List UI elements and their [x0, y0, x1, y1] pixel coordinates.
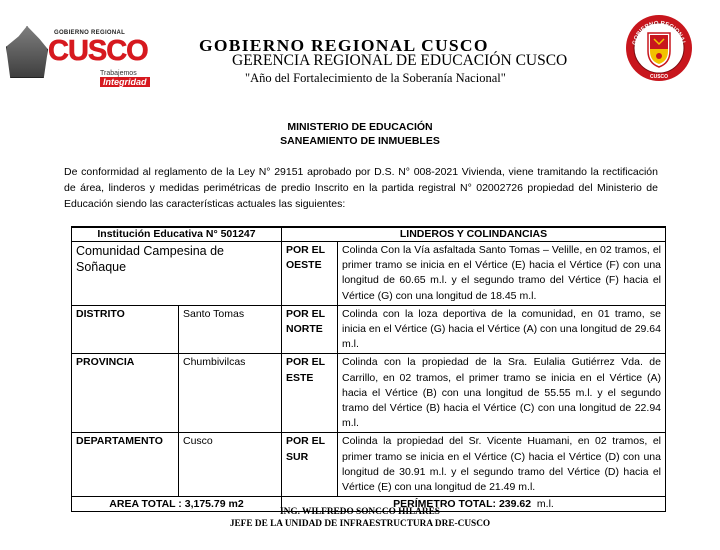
gerencia-regional-heading: GERENCIA REGIONAL DE EDUCACIÓN CUSCO — [232, 52, 568, 69]
location-label: DEPARTAMENTO — [72, 433, 179, 497]
location-label: PROVINCIA — [72, 354, 179, 433]
direction-cell: POR EL NORTE — [282, 305, 338, 354]
logo-trabajemos-text: Trabajemos — [100, 70, 137, 77]
section-title: SANEAMIENTO DE INMUEBLES — [280, 135, 440, 147]
boundary-description: Colinda Con la Vía asfaltada Santo Tomas – Velille, en 02 tramos, el primer tramo se inicia en el Vértice (E) hacia el Vértice (F) con una longitud de 60.65 m.l. y el segundo tramo del Vértice (F) hacia el Vértice (G) con una longitud de 18.45 m.l. — [338, 242, 666, 306]
gobierno-regional-cusco-logo — [4, 22, 154, 90]
regional-seal-icon — [624, 13, 694, 83]
logo-gob-text: GOBIERNO REGIONAL — [54, 30, 126, 36]
mountain-emblem-icon — [6, 26, 48, 78]
ministry-title: MINISTERIO DE EDUCACIÓN — [287, 121, 433, 133]
boundary-description: Colinda con la loza deportiva de la comunidad, en 01 tramo, se inicia en el Vértice (G) hacia el Vértice (A) con una longitud de 29.64 m.l. — [338, 305, 666, 354]
property-boundaries-table — [71, 226, 666, 512]
boundary-description: Colinda con la propiedad de la Sra. Eulalia Gutiérrez Vda. de Carrillo, en 02 tramos, el primer tramo se inicia en el Vértice (A) hacia el Vértice (B) con una longitud de 55.55 m.l. y el segundo tramo del Vértice (B) hacia el Vértice (C) con una longitud de 22.94 m.l. — [338, 354, 666, 433]
gobierno-regional-heading: GOBIERNO REGIONAL CUSCO — [199, 36, 489, 55]
location-value: Chumbivilcas — [179, 354, 282, 433]
institution-header: Institución Educativa N° 501247 — [72, 227, 282, 242]
location-value: Cusco — [179, 433, 282, 497]
table-row — [72, 305, 666, 354]
community-cell: Comunidad Campesina de Soñaque — [72, 242, 282, 306]
perimeter-total-value: PERÍMETRO TOTAL: 239.62 — [393, 498, 532, 511]
table-header-row — [72, 227, 666, 242]
year-motto: "Año del Fortalecimiento de la Soberanía Nacional" — [245, 71, 506, 85]
perimeter-unit: m.l. — [536, 498, 554, 511]
location-label: DISTRITO — [72, 305, 179, 354]
logo-cusco-text: CUSCO — [48, 35, 148, 67]
seal-bottom-text: CUSCO — [649, 74, 669, 80]
signatory-name: ING. WILFREDO SONCCO HILARES — [280, 507, 440, 517]
table-row — [72, 433, 666, 497]
direction-cell: POR EL OESTE — [282, 242, 338, 306]
intro-paragraph: De conformidad al reglamento de la Ley N° 29151 aprobado por D.S. N° 008-2021 Vivienda, viene tramitando la rectificación de área, linderos y medidas perimétricas de predio Inscrito en la partida registral N° 02002726 propiedad del Ministerio de Educación siendo las características actuales las siguientes: — [64, 166, 658, 210]
area-total: AREA TOTAL : 3,175.79 m2 — [72, 497, 282, 512]
logo-integridad-text: Integridad — [100, 77, 150, 87]
location-value: Santo Tomas — [179, 305, 282, 354]
direction-cell: POR EL SUR — [282, 433, 338, 497]
direction-cell: POR EL ESTE — [282, 354, 338, 433]
seal-top-text: GOBIERNO REGIONAL — [632, 20, 686, 46]
table-row — [72, 354, 666, 433]
boundary-description: Colinda la propiedad del Sr. Vicente Huamani, en 02 tramos, el primer tramo se inicia en el Vértice (C) hacia el Vértice (D) con una longitud de 30.91 m.l. y el segundo tramo del Vértice (D) hacia el Vértice (E) con una longitud de 21.49 m.l. — [338, 433, 666, 497]
signatory-position: JEFE DE LA UNIDAD DE INFRAESTRUCTURA DRE-CUSCO — [229, 519, 491, 529]
table-row — [72, 242, 666, 306]
boundaries-header: LINDEROS Y COLINDANCIAS — [282, 227, 666, 242]
